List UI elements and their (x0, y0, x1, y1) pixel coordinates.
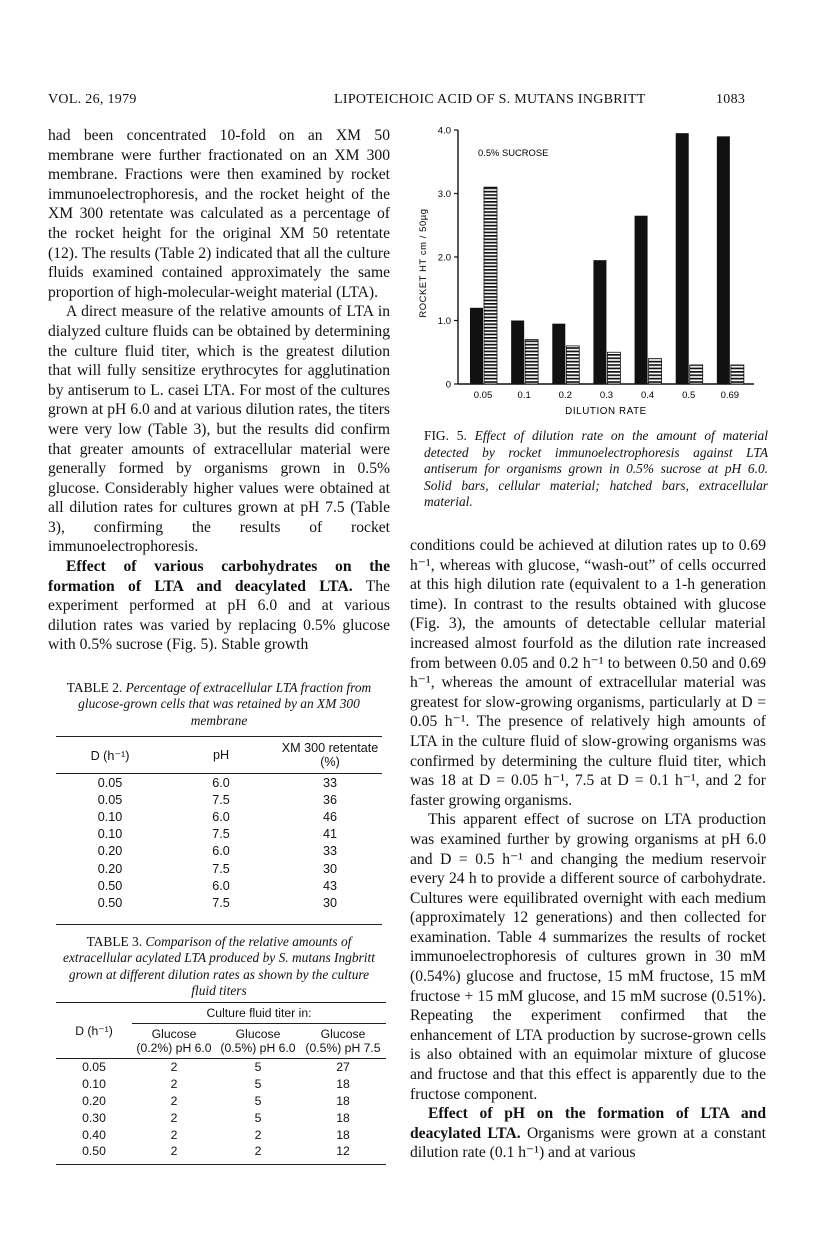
table2-row (56, 894, 382, 911)
table2-row (56, 877, 382, 894)
x-tick-label: 0.5 (682, 390, 696, 401)
table2-cell: 6.0 (212, 844, 230, 859)
bar-extracellular (566, 346, 579, 384)
bar-cellular (676, 133, 689, 384)
x-tick-label: 0.4 (640, 390, 655, 401)
figure5-label: FIG. 5. (424, 428, 467, 443)
table2-cell: 6.0 (212, 775, 230, 790)
right-paragraph-2: This apparent effect of sucrose on LTA production was examined further by growing organisms at pH 6.0 and D = 0.5 h⁻¹ and changing the medium reservoir every 24 h to provide a different source of carbohydrate. Cultures were equilibrated overnight with each medium (approximately 12 generations) and then collected for examination. Table 4 summarizes the results of rocket immunoelectrophoresis of cultures grown in 30 mM (0.54%) glucose and fructose, 15 mM fructose, 15 mM fructose + 15 mM glucose, and 15 mM sucrose (0.51%). Repeating the experiment confirmed that the enhancement of LTA production by sucrose-grown cells is also obtained with an equimolar mixture of glucose and fructose and that this effect is apparently due to the fructose component. (410, 811, 766, 1103)
table3-cell: 2 (170, 1077, 178, 1092)
bar-extracellular (525, 340, 538, 384)
left-paragraph-3 (48, 557, 390, 655)
table3-cell: 5 (254, 1093, 262, 1108)
running-header-title: LIPOTEICHOIC ACID OF S. MUTANS INGBRITT (334, 92, 646, 107)
table3-row (56, 1143, 386, 1160)
table3-row (56, 1109, 386, 1126)
table2-cell: 0.10 (97, 809, 123, 824)
table3-cell: 0.10 (82, 1077, 106, 1092)
table3-row (56, 1093, 386, 1110)
table3-cell: 5 (254, 1060, 262, 1075)
table2-cell: 0.20 (97, 844, 123, 859)
table2-cell: 33 (322, 775, 337, 790)
table3-caption (56, 934, 382, 1000)
section-heading-ph: Effect of pH on the formation of LTA and deacylated LTA. (410, 1105, 766, 1142)
table2-cell: 7.5 (212, 792, 230, 807)
table2 (56, 736, 382, 912)
figure5-caption (424, 428, 768, 511)
table3-cell: 0.05 (82, 1060, 106, 1075)
table2-row (56, 826, 382, 843)
table2-cell: 41 (322, 827, 337, 842)
table3-cell: 12 (336, 1144, 350, 1159)
right-paragraph-3-body: Organisms were grown at a constant dilution rate (0.1 h⁻¹) and at various (410, 1124, 766, 1162)
table3-cell: 2 (254, 1144, 262, 1159)
table3-cell: 18 (336, 1110, 350, 1125)
table3-header-col-1: Glucose (0.2%) pH 6.0 (136, 1027, 212, 1055)
x-axis-title: DILUTION RATE (565, 406, 647, 416)
table2-row (56, 843, 382, 860)
bar-extracellular (484, 187, 497, 384)
left-paragraph-2: A direct measure of the relative amounts of LTA in dialyzed culture fluids can be obtained by determining the culture fluid titer, which is the greatest dilution that will fully sensitize erythrocytes for agglutination by antiserum to L. casei LTA. For most of the cultures grown at pH 6.0 and at various dilution rates, the titers were very low (Table 3), but the results did confirm that greater amounts of extracellular material were generally formed by organisms grown in 0.5% glucose. Considerably higher values were obtained at all dilution rates for cultures grown at pH 7.5 (Table 3), confirming the results of rocket immunoelectrophoresis. (48, 303, 390, 556)
right-paragraph-1: conditions could be achieved at dilution rates up to 0.69 h⁻¹, whereas with glucose, “wash-out” of cells occurred at this high dilution rate (equivalent to a 1-h generation time). In contrast to the results obtained with glucose (Fig. 3), the amounts of detectable cellular material increased almost fourfold as the dilution rate increased from between 0.05 and 0.2 h⁻¹ to between 0.50 and 0.69 h⁻¹, whereas the amount of extracellular material was greatest for slow-growing organisms, particularly at D = 0.05 h⁻¹. The presence of relatively high amounts of LTA in the culture fluid of slow-growing organisms was confirmed by determining the culture fluid titer, which was 18 at D = 0.05 h⁻¹, 7.5 at D = 0.1 h⁻¹, and 2 for faster growing organisms. (410, 537, 766, 809)
table2-caption-text: Percentage of extracellular LTA fraction from glucose-grown cells that was retained by an XM 300 membrane (78, 680, 372, 728)
table2-cell: 36 (322, 792, 337, 807)
table3-row (56, 1126, 386, 1143)
table2-cell: 0.20 (97, 861, 123, 876)
table3-cell: 0.40 (82, 1127, 106, 1142)
table3-header-group: Culture fluid titer in: (132, 1003, 386, 1024)
table2-row (56, 774, 382, 792)
table3 (56, 1002, 386, 1160)
table3-caption-text: Comparison of the relative amounts of extracellular acylated LTA produced by S. mutans Ingbritt grown at different dilution rates as shown by the culture fluid titers (63, 934, 375, 999)
table2-cell: 0.05 (97, 775, 123, 790)
table3-cell: 18 (336, 1127, 350, 1142)
table3-cell: 0.30 (82, 1110, 106, 1125)
right-paragraph-3 (410, 1104, 766, 1163)
bar-cellular (552, 324, 565, 384)
table2-cell: 7.5 (212, 895, 230, 910)
table3-header-d: D (h⁻¹) (75, 1023, 113, 1038)
bar-cellular (593, 260, 606, 384)
y-tick-label: 0 (445, 379, 451, 391)
table3-cell: 2 (170, 1060, 178, 1075)
figure5-chart (408, 116, 770, 416)
table2-cell: 30 (322, 861, 337, 876)
y-tick-label: 1.0 (437, 316, 451, 327)
table3-row (56, 1076, 386, 1093)
table2-cell: 0.50 (97, 878, 123, 893)
table3-header-col-2: Glucose (0.5%) pH 6.0 (220, 1027, 296, 1055)
table3-body (56, 1059, 386, 1160)
table3-cell: 18 (336, 1077, 350, 1092)
table2-cell: 7.5 (212, 827, 230, 842)
table2-header-retentate: XM 300 retentate (%) (281, 741, 379, 769)
table2-cell: 30 (322, 895, 337, 910)
y-tick-label: 3.0 (437, 189, 451, 200)
chart-annotation: 0.5% SUCROSE (478, 147, 549, 158)
table3-cell: 2 (254, 1127, 262, 1142)
table3-header-row-1 (56, 1003, 386, 1024)
table2-header-ph: pH (212, 748, 230, 762)
section-heading-carbohydrates: Effect of various carbohydrates on the formation of LTA and deacylated LTA. (48, 558, 390, 595)
figure5-caption-text: Effect of dilution rate on the amount of material detected by rocket immunoelectrophoresis against LTA antiserum for organisms grown in 0.5% sucrose at pH 6.0. Solid bars, cellular material; hatched bars, extracellular material. (424, 428, 768, 510)
table2-row (56, 860, 382, 877)
table2-bottom-rule (56, 924, 382, 925)
table3-cell: 18 (336, 1093, 350, 1108)
table2-caption (56, 680, 382, 729)
table2-cell: 6.0 (212, 809, 230, 824)
left-paragraph-3-body: The experiment performed at pH 6.0 and at various dilution rates was varied by replacing 0.5% glucose with 0.5% sucrose (Fig. 5). Stable growth (48, 577, 390, 654)
table3-cell: 2 (170, 1144, 178, 1159)
bar-extracellular (607, 352, 620, 384)
left-paragraph-1: had been concentrated 10-fold on an XM 50 membrane were further fractionated on an XM 300 membrane. Fractions were then examined by rocket immunoelectrophoresis, and the rocket height of the XM 300 retentate was calculated as a percentage of the rocket height for the original XM 50 retentate (12). The results (Table 2) indicated that all the culture fluids examined contained approximately the same proportion of high-molecular-weight material (LTA). (48, 127, 390, 301)
table3-cell: 2 (170, 1093, 178, 1108)
table3-cell: 0.20 (82, 1093, 106, 1108)
table2-header-row (56, 737, 382, 774)
table3-cell: 5 (254, 1110, 262, 1125)
x-tick-label: 0.1 (517, 390, 531, 401)
x-tick-label: 0.69 (720, 390, 740, 401)
bar-extracellular (731, 365, 744, 384)
table2-header-d: D (h⁻¹) (90, 748, 130, 763)
table3-cell: 2 (170, 1110, 178, 1125)
bar-cellular (717, 136, 730, 384)
x-tick-label: 0.3 (599, 390, 614, 401)
table2-cell: 6.0 (212, 878, 230, 893)
chart-bars (470, 133, 744, 384)
table2-cell: 33 (322, 844, 337, 859)
y-tick-label: 4.0 (437, 125, 451, 137)
table3-label: TABLE 3. (86, 934, 143, 949)
table2-cell: 7.5 (212, 861, 230, 876)
page-number: 1083 (716, 92, 746, 107)
y-tick-label: 2.0 (437, 252, 451, 264)
table3-cell: 5 (254, 1077, 262, 1092)
running-header-volume: VOL. 26, 1979 (48, 92, 137, 107)
table2-cell: 0.10 (97, 827, 123, 842)
table2-label: TABLE 2. (66, 680, 123, 695)
table2-body (56, 774, 382, 912)
bar-extracellular (649, 359, 662, 384)
table3-bottom-rule (56, 1164, 386, 1165)
x-tick-label: 0.05 (473, 390, 493, 401)
table2-cell: 46 (322, 809, 337, 824)
table3-header-col-3: Glucose (0.5%) pH 7.5 (305, 1027, 381, 1055)
bar-extracellular (690, 365, 703, 384)
bar-cellular (635, 216, 648, 384)
table2-cell: 0.50 (97, 895, 123, 910)
table3-row (56, 1059, 386, 1076)
table2-row (56, 808, 382, 825)
x-tick-label: 0.2 (558, 390, 572, 401)
table2-cell: 43 (322, 878, 337, 893)
table3-cell: 0.50 (82, 1144, 106, 1159)
table2-cell: 0.05 (97, 792, 123, 807)
right-column-text (410, 536, 766, 1163)
table2-row (56, 791, 382, 808)
table3-cell: 2 (170, 1127, 178, 1142)
left-column-text (48, 126, 390, 655)
bar-cellular (511, 321, 524, 385)
table3-cell: 27 (336, 1060, 350, 1075)
y-axis-title: ROCKET HT cm / 50µg (417, 208, 428, 318)
bar-cellular (470, 308, 483, 384)
